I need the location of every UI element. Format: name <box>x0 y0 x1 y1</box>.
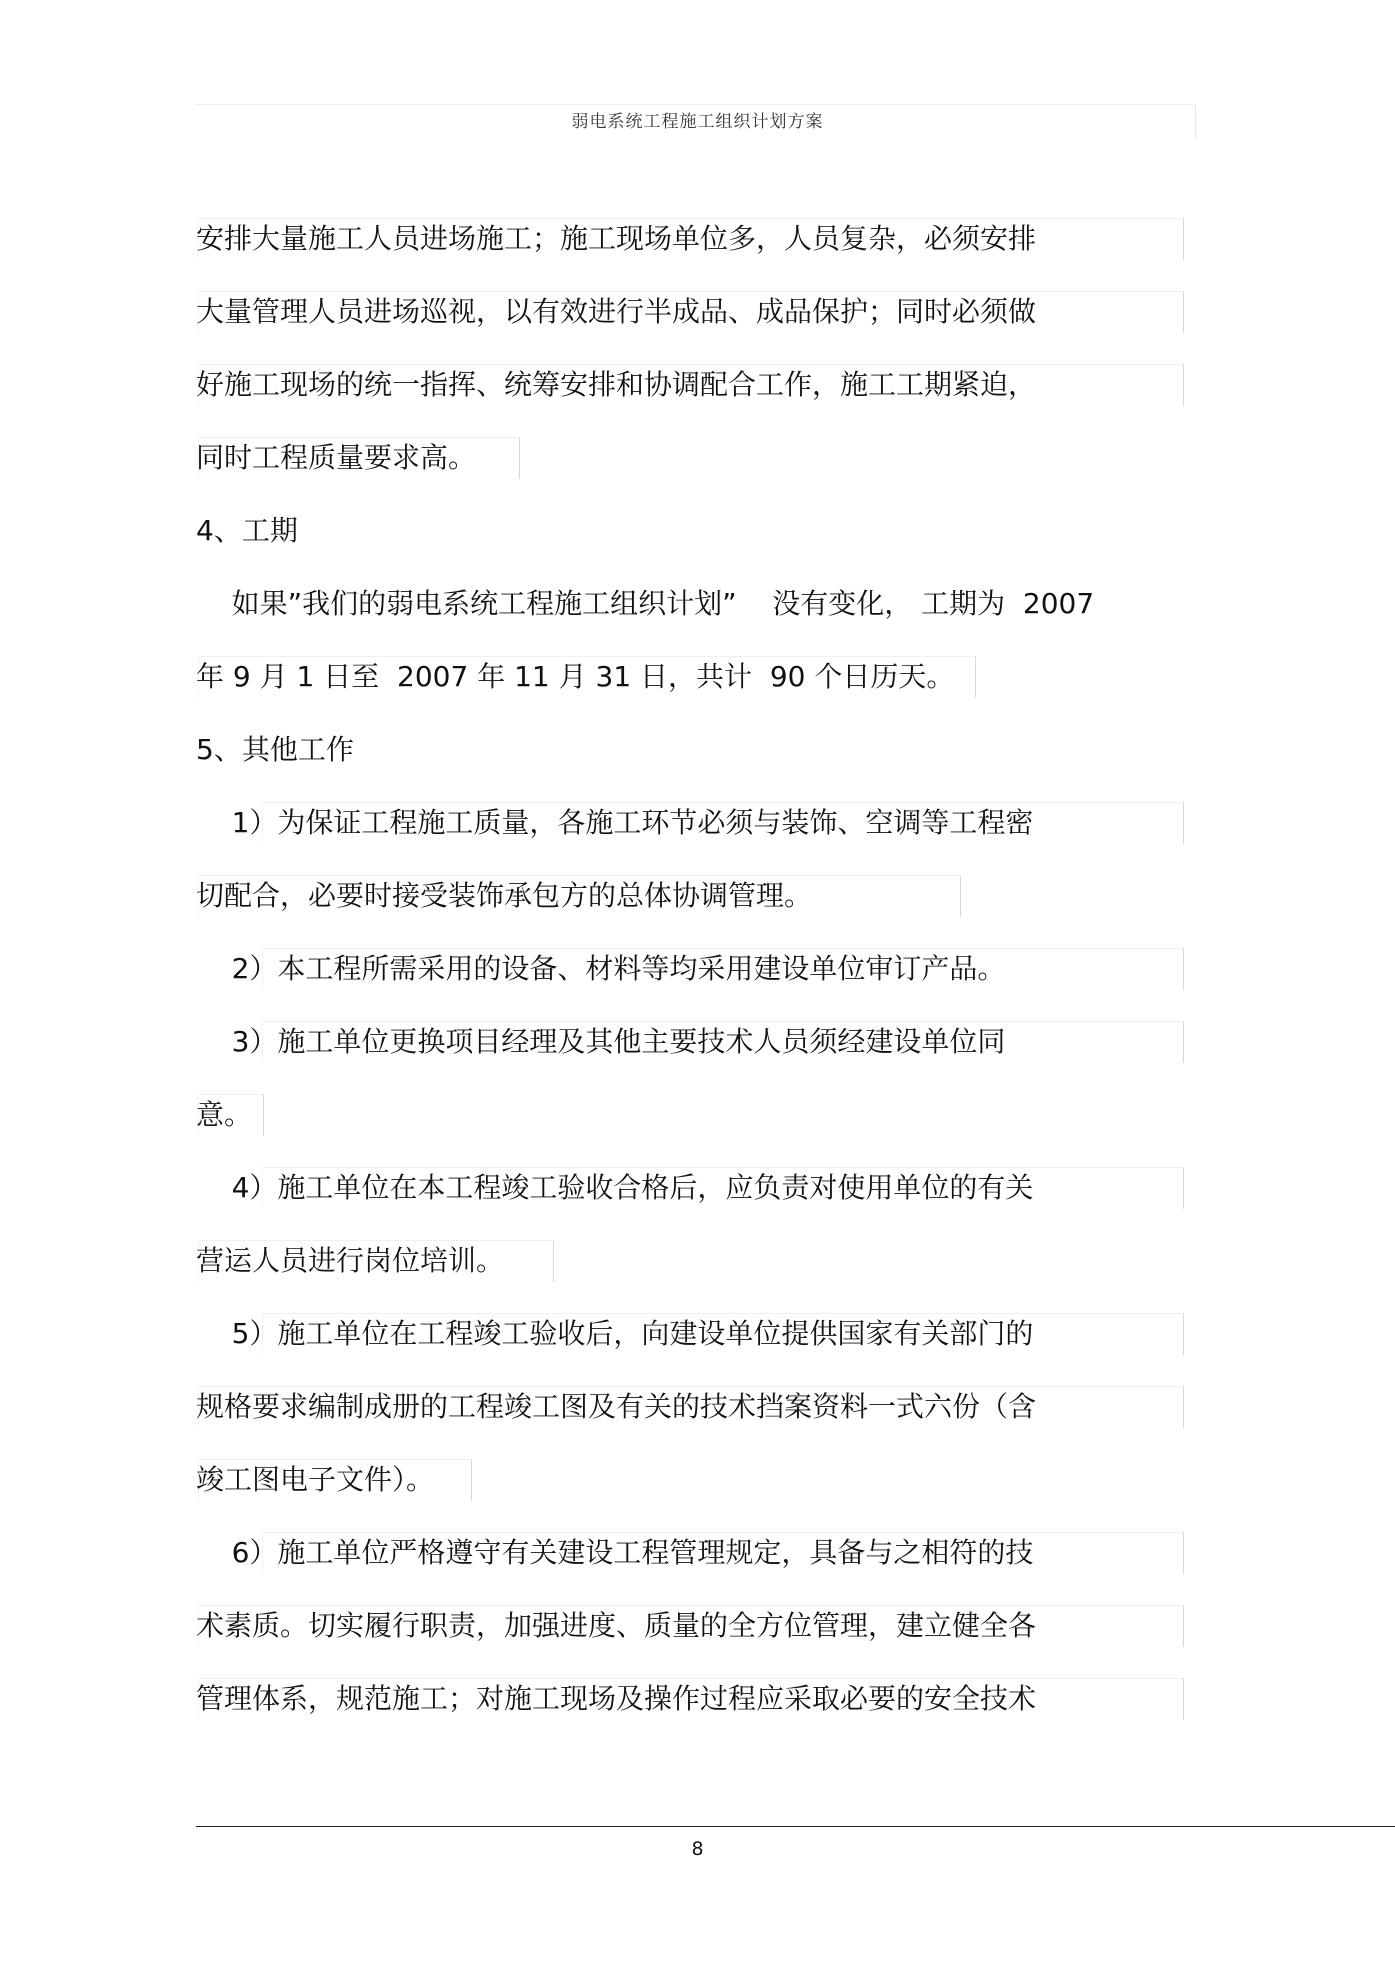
page-number: 8 <box>691 1838 704 1860</box>
footer-rule <box>196 1826 1395 1827</box>
body-text-line: 4）施工单位在本工程竣工验收合格后，应负责对使用单位的有关 <box>196 1171 1034 1204</box>
body-text-line: 意。 <box>196 1098 253 1131</box>
body-text-line: 术素质。切实履行职责，加强进度、质量的全方位管理，建立健全各 <box>196 1609 1037 1642</box>
body-text-line: 竣工图电子文件）。 <box>196 1463 435 1496</box>
body-text-line: 大量管理人员进场巡视，以有效进行半成品、成品保护；同时必须做 <box>196 295 1037 328</box>
body-text-line: 同时工程质量要求高。 <box>196 441 477 474</box>
section-heading: 5、其他工作 <box>196 733 354 766</box>
page-header-title: 弱电系统工程施工组织计划方案 <box>571 112 824 132</box>
section-heading: 4、工期 <box>196 514 298 547</box>
body-text-line: 安排大量施工人员进场施工；施工现场单位多，人员复杂，必须安排 <box>196 222 1037 255</box>
body-text-line: 切配合，必要时接受装饰承包方的总体协调管理。 <box>196 879 813 912</box>
body-text-line: 2）本工程所需采用的设备、材料等均采用建设单位审订产品。 <box>196 952 1006 985</box>
body-text-line: 规格要求编制成册的工程竣工图及有关的技术挡案资料一式六份（含 <box>196 1390 1037 1423</box>
body-text-line: 营运人员进行岗位培训。 <box>196 1244 505 1277</box>
body-text-line: 如果”我们的弱电系统工程施工组织计划” 没有变化， 工期为 2007 <box>196 587 1095 620</box>
body-text-line: 5）施工单位在工程竣工验收后，向建设单位提供国家有关部门的 <box>196 1317 1034 1350</box>
body-text-line: 管理体系，规范施工；对施工现场及操作过程应采取必要的安全技术 <box>196 1682 1037 1715</box>
body-text-line: 1）为保证工程施工质量，各施工环节必须与装饰、空调等工程密 <box>196 806 1034 839</box>
body-text-line: 好施工现场的统一指挥、统筹安排和协调配合工作，施工工期紧迫， <box>196 368 1037 401</box>
body-text-line: 年 9 月 1 日至 2007 年 11 月 31 日，共计 90 个日历天。 <box>196 660 955 693</box>
body-text-line: 3）施工单位更换项目经理及其他主要技术人员须经建设单位同 <box>196 1025 1006 1058</box>
body-text-line: 6）施工单位严格遵守有关建设工程管理规定，具备与之相符的技 <box>196 1536 1034 1569</box>
